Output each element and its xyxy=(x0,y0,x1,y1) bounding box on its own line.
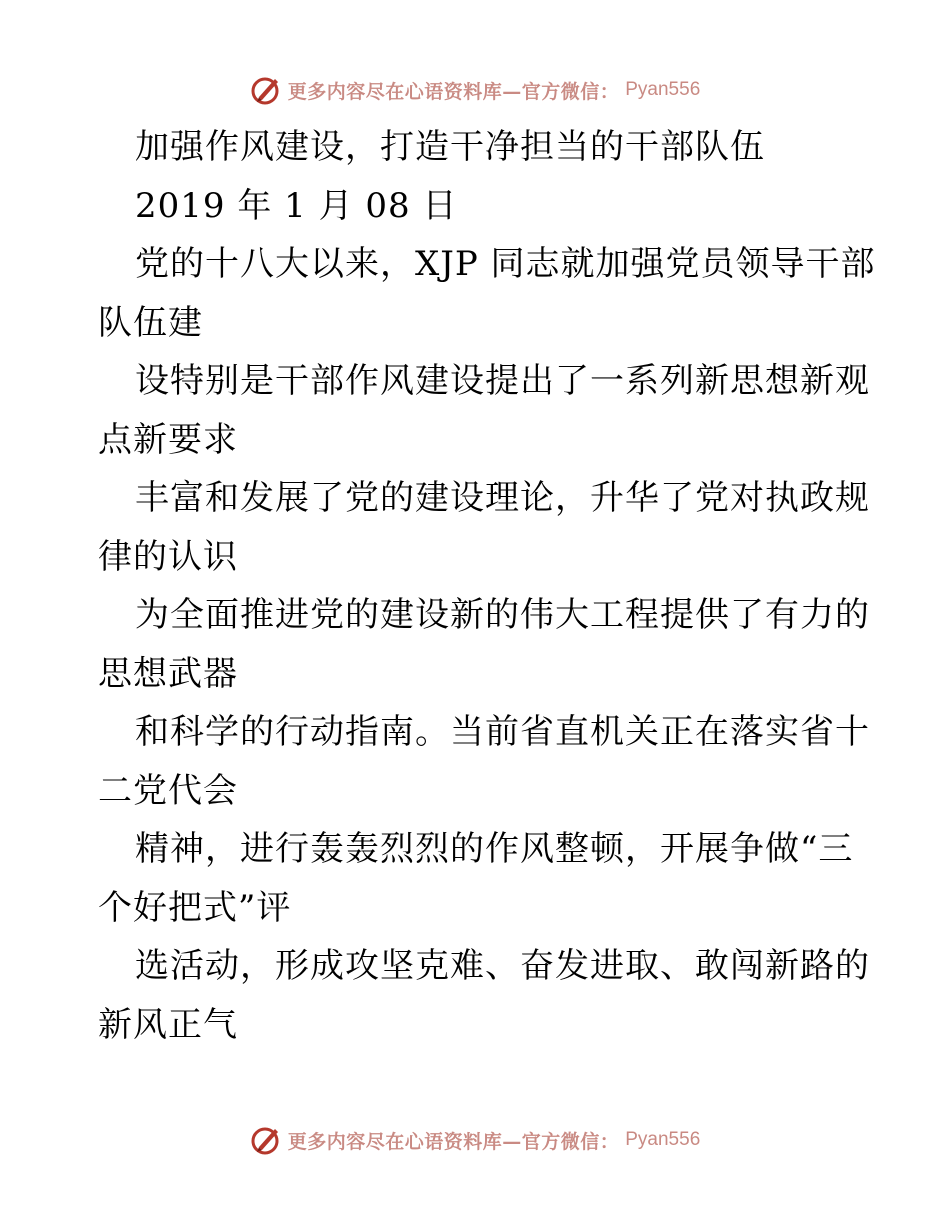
banner-text: 更多内容尽在心语资料库—官方微信： xyxy=(287,1130,620,1153)
document-date: 2019 年 1 月 08 日 xyxy=(135,185,458,226)
document-body xyxy=(98,118,876,1054)
body-text xyxy=(98,235,876,1054)
banner-wechat-id: Pyan556 xyxy=(625,1129,701,1150)
body-line: 个好把式”评 xyxy=(98,887,292,928)
document-title: 加强作风建设，打造干净担当的干部队伍 xyxy=(135,127,765,167)
body-line: 选活动，形成攻坚克难、奋发进取、敢闯新路的 xyxy=(135,946,870,986)
pen-logo-icon xyxy=(250,1124,282,1156)
body-line: 队伍建 xyxy=(98,302,203,343)
body-line: 和科学的行动指南。当前省直机关正在落实省十 xyxy=(135,712,870,752)
footer-banner xyxy=(0,1120,950,1160)
pen-logo-icon xyxy=(250,74,282,106)
body-line: 思想武器 xyxy=(98,653,238,694)
banner-text: 更多内容尽在心语资料库—官方微信： xyxy=(287,80,620,103)
body-line: 点新要求 xyxy=(98,419,238,460)
body-line: 为全面推进党的建设新的伟大工程提供了有力的 xyxy=(135,595,870,635)
body-line: 律的认识 xyxy=(98,536,238,577)
body-line: 二党代会 xyxy=(98,770,238,811)
banner-wechat-id: Pyan556 xyxy=(625,79,701,100)
body-line: 设特别是干部作风建设提出了一系列新思想新观 xyxy=(135,361,870,401)
body-line: 新风正气 xyxy=(98,1004,238,1045)
header-banner xyxy=(0,70,950,110)
body-line: 丰富和发展了党的建设理论，升华了党对执政规 xyxy=(135,478,870,518)
body-line: 精神，进行轰轰烈烈的作风整顿，开展争做“三 xyxy=(135,829,854,869)
body-line: 党的十八大以来，XJP 同志就加强党员领导干部 xyxy=(135,244,876,284)
